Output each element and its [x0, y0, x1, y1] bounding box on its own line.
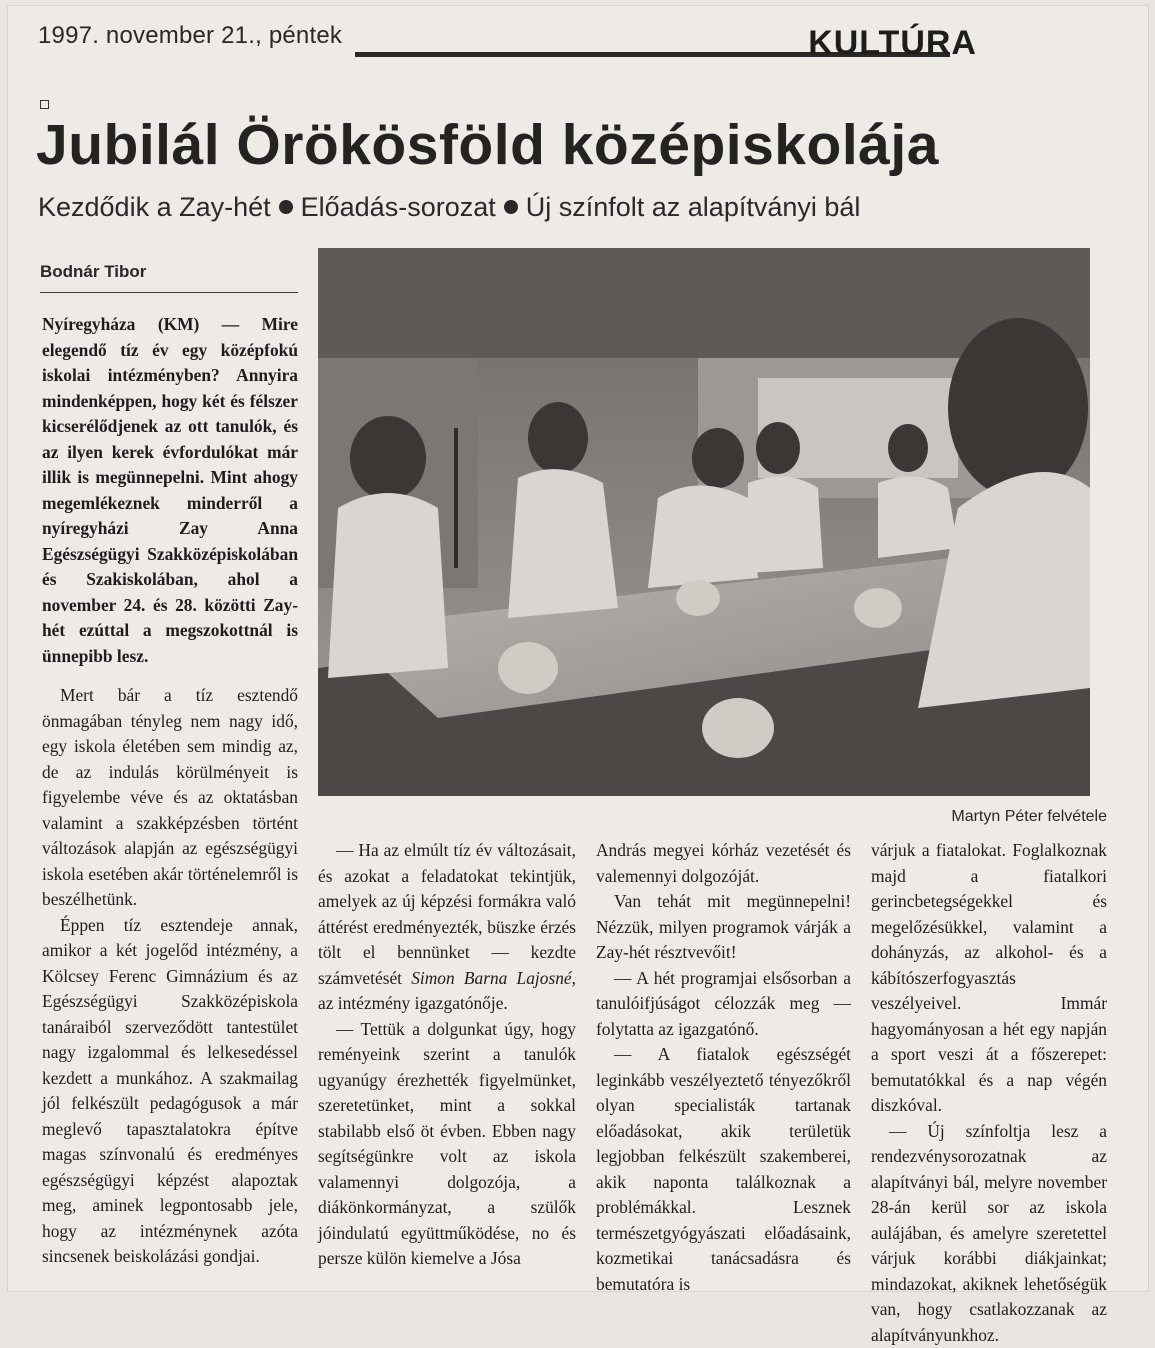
column-4 [871, 838, 1107, 1348]
byline-rule [40, 292, 298, 293]
paragraph: — Tettük a dolgunkat úgy, hogy reményeink szerint a tanulók ugyanúgy érezhették figyelmünket, szeretetünket, mint a sokkal stabilabb első öt évben. Ebben nagy segítségünkre volt az iskola valamennyi dolgozója, a diákönkormányzat, a szülők jóindulatú együttműködése, no és persze külön kiemelve a Jósa [318, 1017, 576, 1272]
bullet-dot-icon [279, 200, 293, 214]
bullet-square-icon [40, 100, 49, 109]
column-3 [596, 838, 851, 1297]
classroom-photo-illustration [318, 248, 1090, 796]
article-photo [318, 248, 1090, 796]
paragraph-text: — Ha az elmúlt tíz év változásait, és azokat a feladatokat tekintjük, amelyek az új képzési formákra való áttérést eredményezték, büszke érzés tölt el bennünket — kezdte számvetését [318, 840, 576, 988]
column-2 [318, 838, 576, 1272]
photo-credit: Martyn Péter felvétele [951, 808, 1107, 826]
bullet-dot-icon [504, 200, 518, 214]
column-1 [42, 312, 298, 1270]
paragraph [318, 838, 576, 1017]
author-byline: Bodnár Tibor [40, 262, 146, 282]
paragraph: — Új színfoltja lesz a rendezvénysorozatnak az alapítványi bál, melyre november 28-án kerül sor az iskola aulájában, és amelyre szeretettel várjuk korábbi diákjainkat; mindazokat, akiknek lehetőségük van, hogy csatlakozzanak az alapítványunkhoz. [871, 1119, 1107, 1348]
paragraph: Éppen tíz esztendeje annak, amikor a két jogelőd intézmény, a Kölcsey Ferenc Gimnázium és az Egészségügyi Szakközépiskola tanáraiból szerveződött tantestület nagy izgalommal és lelkesedéssel kezdett a munkához. A szakmailag jól felkészült pedagógusok a már meglevő tapasztalatokra építve magas színvonalú és eredményes egészségügyi képzést alapoztak meg, aminek legpontosabb jele, hogy az intézménynek azóta sincsenek beiskolázási gondjai. [42, 913, 298, 1270]
subhead-2: Előadás-sorozat [301, 192, 496, 222]
subhead-1: Kezdődik a Zay-hét [38, 192, 271, 222]
subhead-3: Új színfolt az alapítványi bál [526, 192, 861, 222]
paragraph: Van tehát mit megünnepelni! Nézzük, milyen programok várják a Zay-hét résztvevőit! [596, 889, 851, 966]
principal-name: Simon Barna Lajosné [411, 968, 571, 988]
lead-paragraph: Nyíregyháza (KM) — Mire elegendő tíz év egy középfokú iskolai intézményben? Annyira mindenképpen, hogy két és félszer kicserélődjenek az ott tanulók, és az ilyen kerek évfordulókat már illik is megünnepelni. Mint ahogy megemlékeznek minderről a nyíregyházi Zay Anna Egészségügyi Szakközépiskolában és Szakiskolában, ahol a november 24. és 28. közötti Zay-hét ezúttal a megszokottnál is ünnepibb lesz. [42, 312, 298, 669]
paragraph: András megyei kórház vezetését és valemennyi dolgozóját. [596, 838, 851, 889]
paragraph: várjuk a fiatalokat. Foglalkoznak majd a fiatalkori gerincbetegségekkel és megelőzésükkel, valamint a dohányzás, az alkohol- és a kábítószerfogyasztás veszélyeivel. Immár hagyományosan a hét egy napján a sport veszi át a főszerepet: bemutatókkal és a nap végén diszkóval. [871, 838, 1107, 1119]
headline: Jubilál Örökösföld középiskolája [36, 112, 939, 178]
paragraph-text: , az intézmény igazgatónője. [318, 968, 576, 1014]
paragraph: Mert bár a tíz esztendő önmagában tényleg nem nagy idő, egy iskola életében sem mindig az, de az indulás körülményeit is figyelembe véve és az oktatásban valamint a szakképzésben történt változások alapján az egészségügyi iskola esetében akár történelemről is beszélhetünk. [42, 683, 298, 913]
subheadline [38, 192, 860, 223]
issue-date: 1997. november 21., péntek [38, 22, 342, 50]
paragraph: — A hét programjai elsősorban a tanulóifjúságot célozzák meg — folytatta az igazgatónő. [596, 966, 851, 1043]
paragraph: — A fiatalok egészségét leginkább veszélyeztető tényezőkről olyan specialisták tartanak előadásokat, akik területük legjobban felkészült szakemberei, akik naponta találkoznak a problémákkal. Lesznek természetgyógyászati előadásaink, kozmetikai tanácsadásra és bemutatóra is [596, 1042, 851, 1297]
section-title: KULTÚRA [808, 24, 977, 63]
